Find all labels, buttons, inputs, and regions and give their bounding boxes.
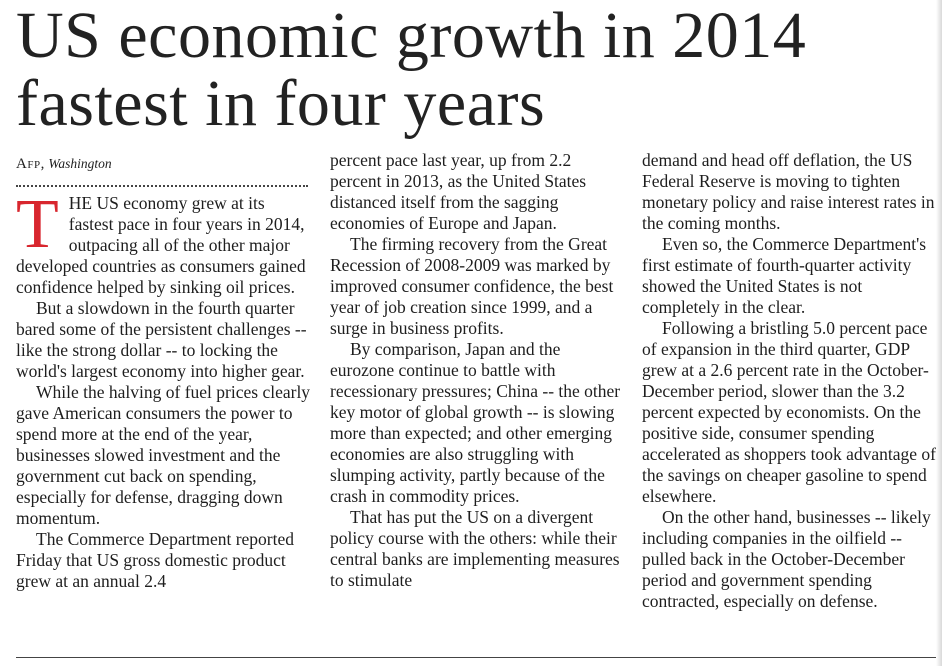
paragraph-8: That has put the US on a divergent policy course with the others: while their central banks are implementing measures to stimulate [330,507,620,590]
headline-line-1: US economic growth in 2014 [16,0,807,72]
bottom-rule [16,657,936,658]
paragraph-9: demand and head off deflation, the US Federal Reserve is moving to tighten monetary policy and raise interest rates in the coming months. [642,150,935,233]
drop-cap: T [16,186,59,263]
paragraph-2: But a slowdown in the fourth quarter bared some of the persistent challenges -- like the strong dollar -- to locking the world's largest economy into higher gear. [16,298,307,381]
paragraph-11: Following a bristling 5.0 percent pace of expansion in the third quarter, GDP grew at a 2.6 percent rate in the October-December period, slower than the 3.2 percent expected by economists. On the positive side, consumer spending accelerated as shoppers took advantage of the savings on cheaper gasoline to spend elsewhere. [642,318,936,506]
byline-agency: Afp, [16,156,45,172]
article-column-2 [330,150,626,591]
byline [16,154,312,176]
article-column-3 [642,150,938,612]
headline-line-2: fastest in four years [16,67,546,140]
paragraph-10: Even so, the Commerce Department's first estimate of fourth-quarter activity showed the United States is not completely in the clear. [642,234,927,317]
byline-dateline: Washington [48,156,112,171]
dotted-divider [16,185,308,187]
article-column-1 [16,150,312,592]
paragraph-4: The Commerce Department reported Friday that US gross domestic product grew at an annual 2.4 [16,529,295,591]
paragraph-1 [16,186,312,298]
paragraph-12: On the other hand, businesses -- likely including companies in the oilfield -- pulled back in the October-December period and government spending contracted, especially on defense. [642,507,931,611]
paragraph-1-text: HE US economy grew at its fastest pace in four years in 2014, outpacing all of the other major developed countries as consumers gained confidence helped by sinking oil prices. [16,193,306,297]
headline [16,2,931,138]
page-edge-shadow [936,0,942,666]
paragraph-6: The firming recovery from the Great Recession of 2008-2009 was marked by improved consumer confidence, the best year of job creation since 1999, and a surge in business profits. [330,234,614,338]
paragraph-7: By comparison, Japan and the eurozone continue to battle with recessionary pressures; China -- the other key motor of global growth -- is slowing more than expected; and other emerging economies are also struggling with slumping activity, partly because of the crash in commodity prices. [330,339,621,506]
paragraph-5: percent pace last year, up from 2.2 percent in 2013, as the United States distanced itself from the sagging economies of Europe and Japan. [330,150,587,233]
paragraph-3: While the halving of fuel prices clearly gave American consumers the power to spend more at the end of the year, businesses slowed investment and the government cut back on spending, especially for defense, dragging down momentum. [16,382,311,528]
